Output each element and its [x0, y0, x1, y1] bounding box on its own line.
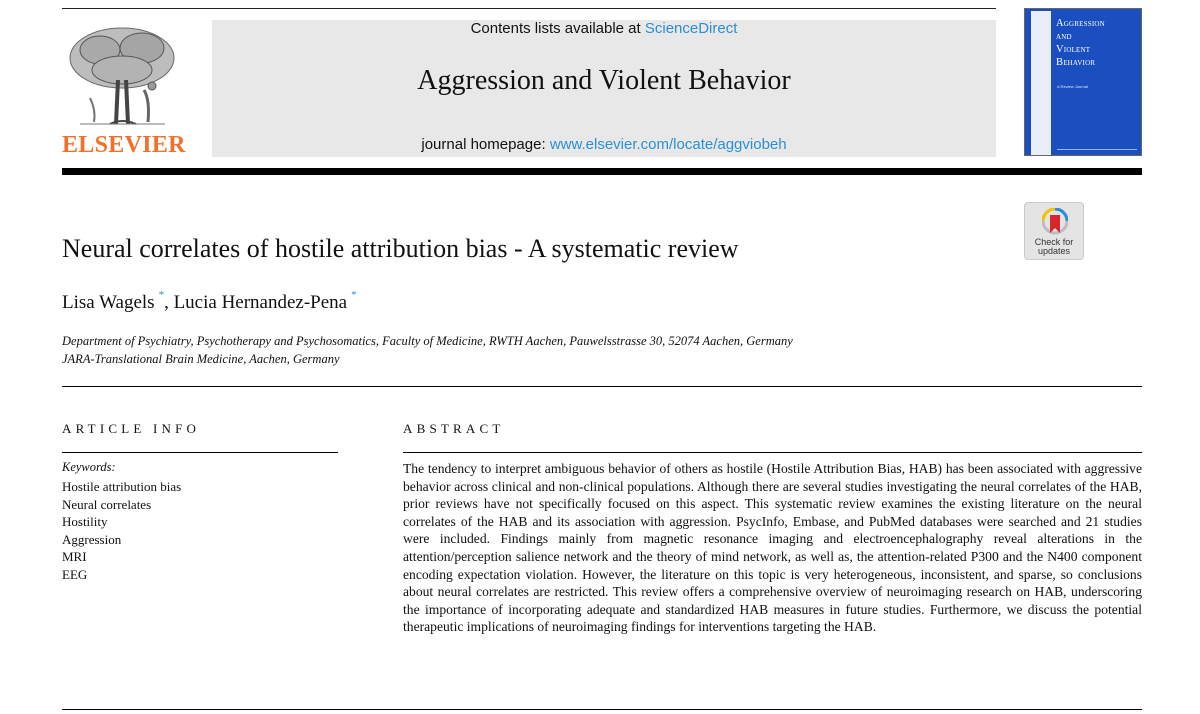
cover-title-line: and	[1056, 31, 1072, 42]
homepage-prefix: journal homepage:	[421, 136, 546, 153]
check-for-updates-label	[1025, 238, 1083, 256]
homepage-link[interactable]: www.elsevier.com/locate/aggviobeh	[549, 136, 787, 153]
contents-prefix: Contents lists available at	[470, 20, 641, 37]
abstract-text: The tendency to interpret ambiguous behavior of others as hostile (Hostile Attribution Bias, HAB) has been associated with aggressive behavior across clinical and non-clinical populations. Although there are several studies investigating the neural correlates of the HAB, prior reviews have not specifically focused on this aspect. This systematic review examines the existing literature on the neural correlates of the HAB and its association with aggression. PsycInfo, Embase, and PubMed databases were searched and 21 studies were included. Findings mainly from magnetic resonance imaging and electroencephalography reveal alterations in the attention/perception salience network and the theory of mind network, as well as, the attention-related P300 and the N400 component encoding expectation violation. However, the literature on this topic is very heterogeneous, inconsistent, and sparse, so conclusions about neural correlates are restricted. This review offers a comprehensive overview of neuroimaging research on HAB, underscoring the importance of incorporating adequate and standardized HAB measures in future studies. Furthermore, we discuss the potential therapeutic implications of neuroimaging findings for interventions targeting the HAB.	[403, 461, 1142, 635]
abstract-heading: ABSTRACT	[403, 421, 505, 436]
keywords-label: Keywords:	[62, 460, 116, 474]
author-name[interactable]: Lisa Wagels	[62, 292, 155, 313]
affiliation: Department of Psychiatry, Psychotherapy and Psychosomatics, Faculty of Medicine, RWTH Aachen, Pauwelsstrasse 30, 52074 Aachen, Germany	[62, 334, 793, 348]
homepage-line	[212, 136, 996, 153]
cover-subtitle: A Review Journal	[1057, 84, 1088, 89]
cover-strip	[1031, 11, 1051, 155]
cover-title	[1056, 17, 1105, 69]
check-label-line: updates	[1037, 246, 1071, 256]
keyword-item: EEG	[62, 566, 88, 582]
bottom-rule	[62, 709, 1142, 710]
header-thick-rule	[62, 168, 1142, 175]
section-divider	[62, 386, 1142, 387]
corresponding-author-mark[interactable]: *	[351, 289, 357, 301]
cover-title-line: Behavior	[1056, 57, 1096, 68]
journal-cover[interactable]	[1024, 8, 1142, 156]
check-label-line: Check for	[1034, 237, 1074, 247]
abstract-rule	[403, 452, 1142, 453]
keyword-item: MRI	[62, 549, 87, 564]
author-name[interactable]: Lucia Hernandez-Pena	[173, 292, 348, 313]
article-info-rule	[62, 452, 338, 453]
journal-banner	[212, 20, 996, 157]
sciencedirect-link[interactable]: ScienceDirect	[644, 20, 738, 37]
header-top-rule	[62, 8, 996, 9]
cover-title-line: Violent	[1056, 44, 1091, 55]
keyword-list	[62, 478, 181, 583]
keyword-item: Hostility	[62, 514, 108, 529]
article-info-heading: ARTICLE INFO	[62, 421, 201, 436]
corresponding-author-mark[interactable]: *	[158, 289, 165, 301]
affiliation: JARA-Translational Brain Medicine, Aachen, Germany	[62, 352, 340, 366]
bookmark-ribbon-icon	[1042, 208, 1068, 238]
elsevier-wordmark[interactable]: ELSEVIER	[62, 132, 186, 158]
author-list	[62, 289, 357, 314]
article-title: Neural correlates of hostile attribution bias - A systematic review	[62, 234, 739, 263]
check-for-updates-button[interactable]	[1024, 202, 1084, 260]
contents-line	[212, 20, 996, 37]
journal-title: Aggression and Violent Behavior	[417, 65, 791, 96]
keyword-item: Neural correlates	[62, 496, 152, 512]
cover-title-line: Aggression	[1056, 18, 1105, 29]
cover-rule	[1057, 149, 1137, 150]
author-separator: ,	[164, 292, 174, 313]
keyword-item: Aggression	[62, 531, 122, 547]
keyword-item: Hostile attribution bias	[62, 479, 182, 494]
